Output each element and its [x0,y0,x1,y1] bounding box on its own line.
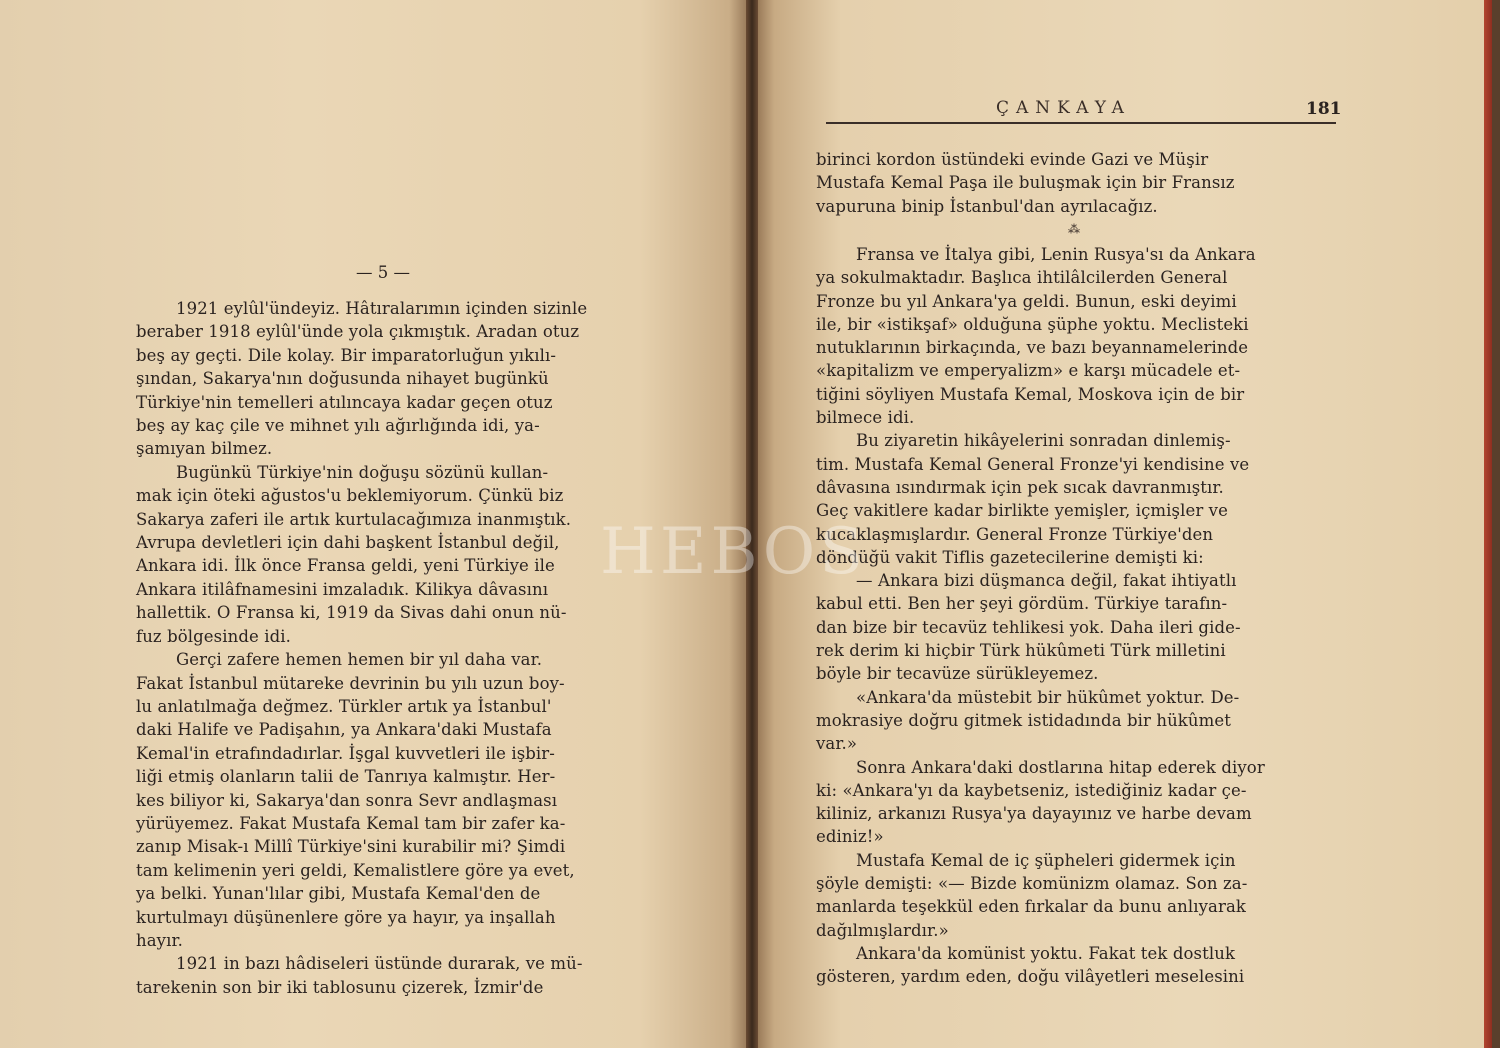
text-line: Avrupa devletleri için dahi başkent İstanbul değil, [136,533,560,553]
text-line: ediniz!» [816,827,884,847]
text-line: ya belki. Yunan'lılar gibi, Mustafa Kemal'den de [136,884,541,904]
text-line: manlarda teşekkül eden fırkalar da bunu anlıyarak [816,897,1246,917]
text-line: kabul etti. Ben her şeyi gördüm. Türkiye tarafın- [816,594,1228,614]
text-line: Gerçi zafere hemen hemen bir yıl daha var. [176,650,543,670]
text-line: daki Halife ve Padişahın, ya Ankara'daki Mustafa [136,720,552,740]
text-line: mokrasiye doğru gitmek istidadında bir hükûmet [816,710,1231,730]
text-line: Ankara'da komünist yoktu. Fakat tek dostluk [856,943,1236,963]
text-line: dâvasına ısındırmak için pek sıcak davranmıştır. [816,477,1224,497]
text-line: Türkiye'nin temelleri atılıncaya kadar geçen otuz [136,392,553,412]
text-line: Mustafa Kemal de iç şüpheleri gidermek için [856,850,1236,870]
text-line: dağılmışlardır.» [816,920,949,940]
text-line: Mustafa Kemal Paşa ile buluşmak için bir Fransız [816,173,1235,193]
right-body-text [816,243,1336,989]
text-line: birinci kordon üstündeki evinde Gazi ve Müşir [816,150,1209,169]
text-line: bilmece idi. [816,408,915,428]
page-number: 181 [1306,99,1342,119]
text-line: Fronze bu yıl Ankara'ya geldi. Bunun, eski deyimi [816,291,1237,311]
text-line: var.» [816,734,858,754]
text-line: kiliniz, arkanızı Rusya'ya dayayınız ve harbe devam [816,804,1252,824]
text-line: tim. Mustafa Kemal General Fronze'yi kendisine ve [816,454,1250,474]
text-line: «Ankara'da müstebit bir hükûmet yoktur. De- [856,687,1240,707]
text-line: — Ankara bizi düşmanca değil, fakat ihtiyatlı [856,571,1237,591]
header-rule [826,122,1336,124]
text-line: Bu ziyaretin hikâyelerini sonradan dinlemiş- [856,431,1231,451]
text-line: Ankara idi. İlk önce Fransa geldi, yeni Türkiye ile [136,556,555,576]
text-line: ki: «Ankara'yı da kaybetseniz, istediğiniz kadar çe- [816,780,1247,800]
text-line: gösteren, yardım eden, doğu vilâyetleri meselesini [816,967,1245,987]
text-line: beş ay geçti. Dile kolay. Bir imparatorluğun yıkılı- [136,345,557,365]
text-line: lu anlatılmağa değmez. Türkler artık ya İstanbul' [136,696,552,716]
text-line: kurtulmayı düşünenlere göre ya hayır, ya inşallah [136,907,556,927]
text-line: tarekenin son bir iki tablosunu çizerek, İzmir'de [136,977,544,997]
text-line: Sonra Ankara'daki dostlarına hitap ederek diyor [856,757,1265,777]
text-line: dan bize bir tecavüz tehlikesi yok. Daha ileri gide- [816,617,1241,637]
section-number: — 5 — [356,263,410,282]
text-line: böyle bir tecavüze sürükleyemez. [816,664,1099,684]
page-edge [1484,0,1492,1048]
text-line: rek derim ki hiçbir Türk hükûmeti Türk milletini [816,641,1226,661]
text-line: Kemal'in etrafındadırlar. İşgal kuvvetleri ile işbir- [136,743,555,763]
text-line: tam kelimenin yeri geldi, Kemalistlere göre ya evet, [136,860,575,880]
text-line: hayır. [136,930,183,950]
text-line: tiğini söyliyen Mustafa Kemal, Moskova için de bir [816,384,1245,404]
text-line: nutuklarının birkaçında, ve bazı beyannamelerinde [816,338,1249,358]
watermark: HEBOS [600,515,868,589]
text-line: beraber 1918 eylûl'ünde yola çıkmıştık. Aradan otuz [136,322,580,342]
left-body-text [136,297,651,999]
text-line: kes biliyor ki, Sakarya'dan sonra Sevr andlaşması [136,790,558,810]
text-line: 1921 in bazı hâdiseleri üstünde durarak, ve mü- [176,954,583,974]
text-line: ile, bir «istikşaf» olduğuna şüphe yoktu. Meclisteki [816,314,1249,334]
asterism-icon: ⁂ [1068,222,1080,236]
text-line: şamıyan bilmez. [136,439,273,459]
text-line: Ankara itilâfnamesini imzaladık. Kilikya dâvasını [136,579,549,599]
text-line: Fakat İstanbul mütareke devrinin bu yılı uzun boy- [136,673,565,693]
right-body-text-top [816,148,1336,218]
text-line: beş ay kaç çile ve mihnet yılı ağırlığında idi, ya- [136,416,540,436]
text-line: ya sokulmaktadır. Başlıca ihtilâlcilerden General [816,268,1228,288]
text-line: Sakarya zaferi ile artık kurtulacağımıza inanmıştık. [136,509,572,529]
text-line: 1921 eylûl'ündeyiz. Hâtıralarımın içinden sizinle [176,299,588,318]
running-head: ÇANKAYA [996,98,1131,118]
text-line: vapuruna binip İstanbul'dan ayrılacağız. [816,196,1158,216]
text-line: döndüğü vakit Tiflis gazetecilerine demişti ki: [816,547,1204,567]
text-line: Fransa ve İtalya gibi, Lenin Rusya'sı da Ankara [856,245,1256,264]
text-line: zanıp Misak-ı Millî Türkiye'sini kurabilir mi? Şimdi [136,837,566,857]
text-line: liği etmiş olanların talii de Tanrıya kalmıştır. Her- [136,767,556,787]
text-line: şından, Sakarya'nın doğusunda nihayet bugünkü [136,369,549,389]
text-line: yürüyemez. Fakat Mustafa Kemal tam bir zafer ka- [136,813,566,833]
text-line: fuz bölgesinde idi. [136,626,291,646]
text-line: hallettik. O Fransa ki, 1919 da Sivas dahi onun nü- [136,603,567,623]
text-line: şöyle demişti: «— Bizde komünizm olamaz. Son za- [816,874,1248,894]
text-line: Geç vakitlere kadar birlikte yemişler, içmişler ve [816,501,1228,521]
text-line: kucaklaşmışlardır. General Fronze Türkiye'den [816,524,1214,544]
text-line: mak için öteki ağustos'u beklemiyorum. Çünkü biz [136,486,564,506]
text-line: Bugünkü Türkiye'nin doğuşu sözünü kullan- [176,462,549,482]
text-line: «kapitalizm ve emperyalizm» e karşı mücadele et- [816,361,1241,381]
